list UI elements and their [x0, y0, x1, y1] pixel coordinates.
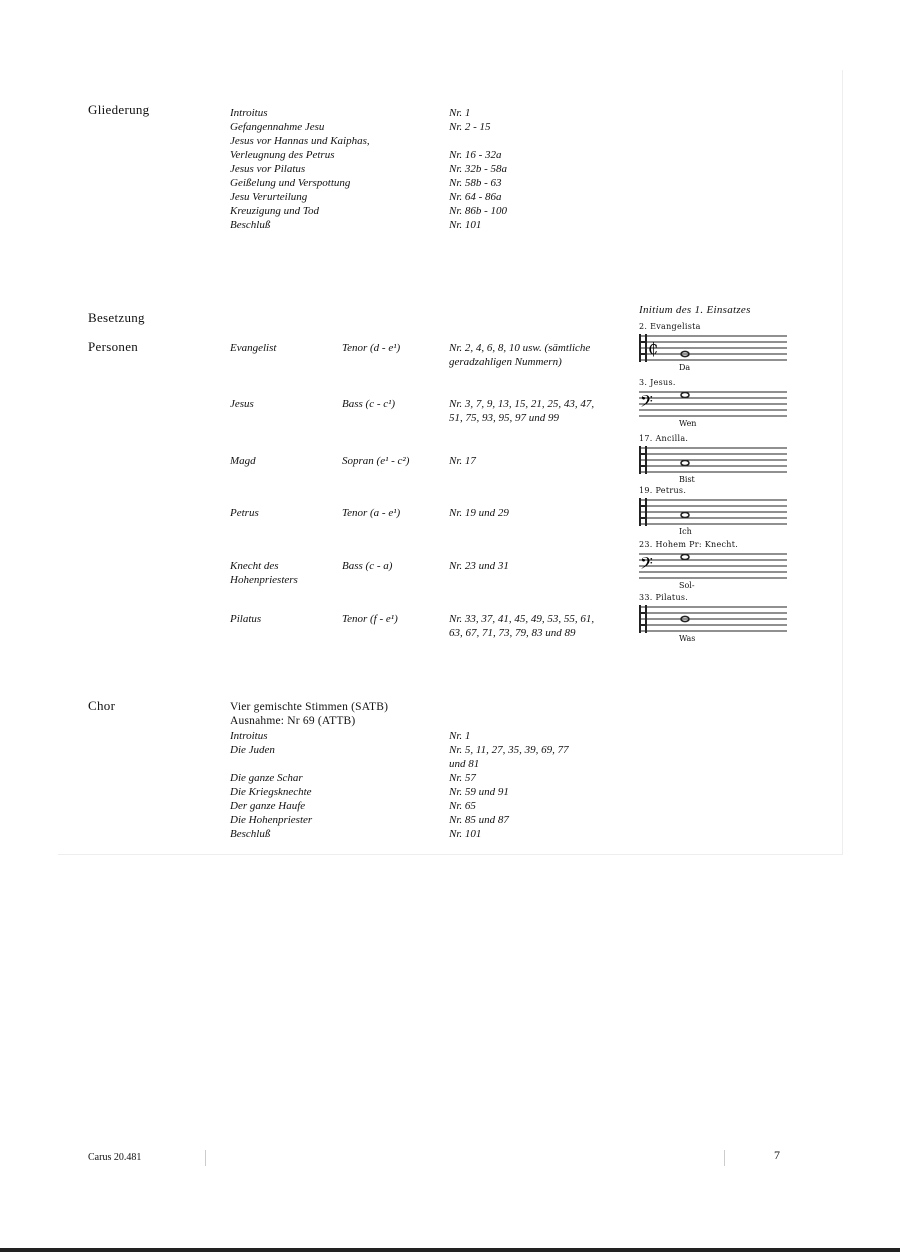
incipit-label: 33. Pilatus.	[639, 593, 689, 602]
incipit-word: Ich	[679, 527, 692, 536]
gliederung-nr: Nr. 1	[449, 107, 471, 119]
chor-desc: Die Juden	[230, 744, 275, 756]
gliederung-desc: Jesus vor Hannas und Kaiphas,	[230, 135, 370, 147]
gliederung-desc: Gefangennahme Jesu	[230, 121, 325, 133]
incipit-staff	[639, 550, 787, 580]
chor-nr: Nr. 57	[449, 772, 476, 784]
footer-divider	[205, 1150, 206, 1166]
person-name: Evangelist	[230, 342, 277, 354]
incipit-word: Bist	[679, 475, 695, 484]
person-numbers: Nr. 33, 37, 41, 45, 49, 53, 55, 61, 63, 67, 71, 73, 79, 83 und 89	[449, 613, 595, 639]
incipit-label: 23. Hohem Pr: Knecht.	[639, 540, 739, 549]
chor-desc: Introitus	[230, 730, 268, 742]
chor-nr: Nr. 101	[449, 828, 482, 840]
incipit-petrus	[639, 486, 787, 536]
gliederung-desc: Verleugnung des Petrus	[230, 149, 335, 161]
gliederung-desc: Jesu Verurteilung	[230, 191, 308, 203]
person-numbers: Nr. 19 und 29	[449, 507, 509, 519]
incipit-evangelist	[639, 322, 787, 372]
gliederung-desc: Introitus	[230, 107, 268, 119]
gliederung-desc: Beschluß	[230, 219, 271, 231]
gliederung-desc: Jesus vor Pilatus	[230, 163, 306, 175]
personen-heading: Personen	[88, 339, 139, 354]
person-name: Petrus	[230, 507, 259, 519]
incipit-staff	[639, 332, 787, 362]
incipit-jesus	[639, 378, 787, 428]
person-name: Jesus	[230, 398, 254, 410]
gliederung-nr: Nr. 2 - 15	[449, 121, 491, 133]
chor-nr: Nr. 59 und 91	[449, 786, 509, 798]
incipit-word: Sol-	[679, 581, 695, 590]
chor-desc: Die Kriegsknechte	[230, 786, 312, 798]
person-voice: Tenor (d - e¹)	[342, 342, 401, 354]
incipit-staff	[639, 496, 787, 526]
footer-divider	[724, 1150, 725, 1166]
svg-text:𝄢: 𝄢	[640, 553, 653, 577]
incipit-knecht	[639, 540, 787, 590]
incipit-ancilla	[639, 434, 787, 484]
gliederung-nr: Nr. 86b - 100	[449, 205, 508, 217]
person-name: Knecht des Hohenpriesters	[230, 560, 298, 586]
chor-heading: Chor	[88, 698, 116, 713]
gliederung-nr: Nr. 64 - 86a	[449, 191, 502, 203]
gliederung-heading: Gliederung	[88, 102, 150, 117]
chor-desc: Die Hohenpriester	[230, 814, 313, 826]
person-voice: Bass (c - a)	[342, 560, 393, 572]
chor-exception: Ausnahme: Nr 69 (ATTB)	[230, 715, 356, 727]
page-bottom-edge	[0, 1248, 900, 1252]
page-number: 7	[774, 1148, 780, 1162]
incipit-staff	[639, 388, 787, 418]
incipit-word: Da	[679, 363, 691, 372]
chor-desc: Beschluß	[230, 828, 271, 840]
chor-nr: Nr. 85 und 87	[449, 814, 509, 826]
person-voice: Tenor (f - e¹)	[342, 613, 398, 625]
person-numbers: Nr. 3, 7, 9, 13, 15, 21, 25, 43, 47, 51, 75, 93, 95, 97 und 99	[449, 398, 595, 424]
incipit-title: Initium des 1. Einsatzes	[639, 304, 751, 316]
incipit-label: 19. Petrus.	[639, 486, 687, 495]
footer-catalog-number: Carus 20.481	[88, 1152, 142, 1163]
svg-text:𝄢: 𝄢	[640, 391, 653, 415]
gliederung-nr: Nr. 101	[449, 219, 482, 231]
incipit-label: 17. Ancilla.	[639, 434, 689, 443]
chor-nr: Nr. 1	[449, 730, 471, 742]
incipit-word: Was	[679, 634, 696, 643]
person-voice: Sopran (e¹ - c²)	[342, 455, 410, 467]
incipit-label: 3. Jesus.	[639, 378, 676, 387]
person-numbers: Nr. 17	[449, 455, 476, 467]
chor-nr: Nr. 5, 11, 27, 35, 39, 69, 77 und 81	[449, 744, 569, 770]
chor-desc: Der ganze Haufe	[230, 800, 306, 812]
incipit-label: 2. Evangelista	[639, 322, 701, 331]
incipit-word: Wen	[679, 419, 697, 428]
gliederung-desc: Geißelung und Verspottung	[230, 177, 351, 189]
person-numbers: Nr. 23 und 31	[449, 560, 509, 572]
incipit-staff	[639, 444, 787, 474]
gliederung-nr: Nr. 58b - 63	[449, 177, 502, 189]
person-numbers: Nr. 2, 4, 6, 8, 10 usw. (sämtliche geradzahligen Nummern)	[449, 342, 591, 368]
chor-desc: Die ganze Schar	[230, 772, 303, 784]
chor-voices: Vier gemischte Stimmen (SATB)	[230, 701, 389, 713]
incipit-staff	[639, 603, 787, 633]
person-name: Magd	[230, 455, 256, 467]
person-voice: Tenor (a - e¹)	[342, 507, 401, 519]
person-voice: Bass (c - c¹)	[342, 398, 396, 410]
chor-nr: Nr. 65	[449, 800, 476, 812]
incipit-pilatus	[639, 593, 787, 643]
gliederung-nr: Nr. 32b - 58a	[449, 163, 508, 175]
besetzung-heading: Besetzung	[88, 310, 145, 325]
gliederung-nr: Nr. 16 - 32a	[449, 149, 502, 161]
gliederung-desc: Kreuzigung und Tod	[230, 205, 320, 217]
svg-text:₵: ₵	[648, 339, 659, 358]
person-name: Pilatus	[230, 613, 262, 625]
